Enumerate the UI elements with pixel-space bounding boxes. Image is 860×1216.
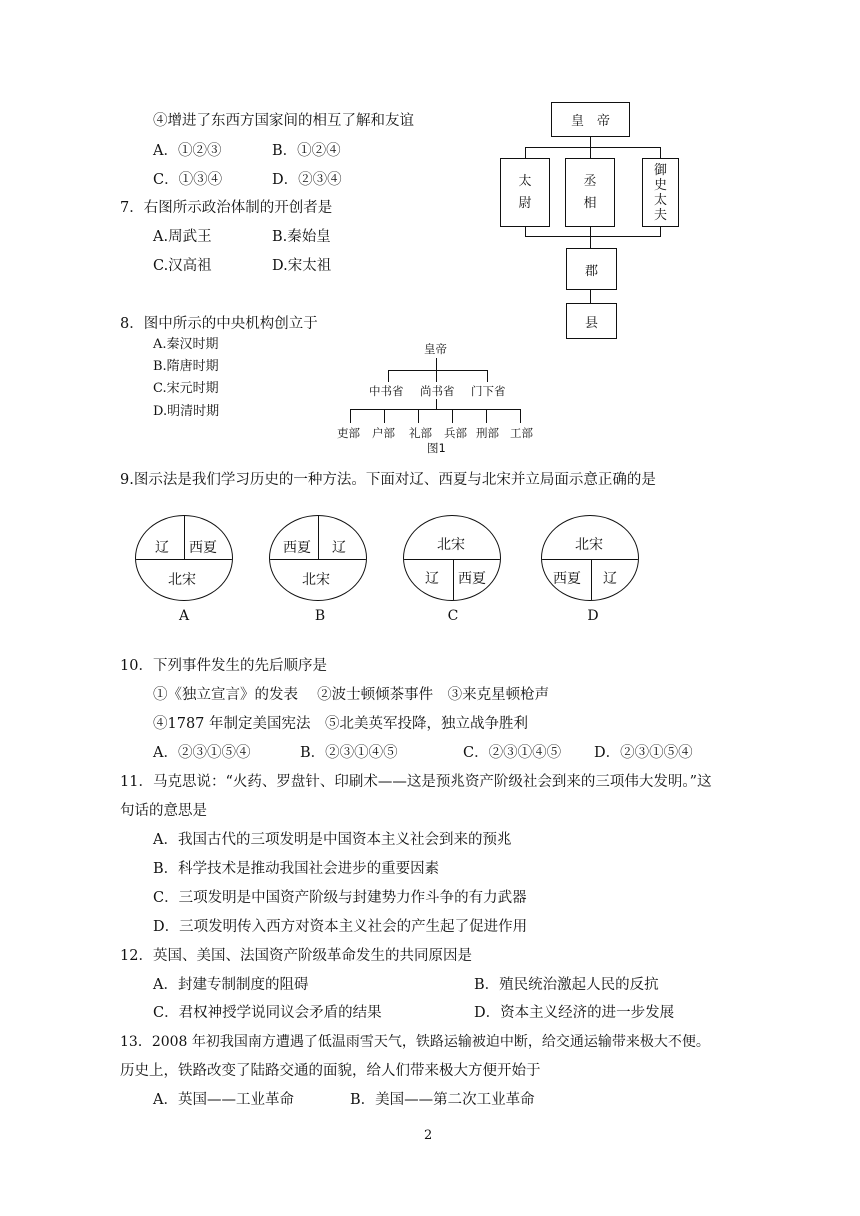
q12-option-d: D．资本主义经济的进一步发展 <box>474 1005 675 1021</box>
chengxiang-box: 丞 相 <box>565 158 615 227</box>
connector <box>388 370 488 371</box>
q11-stem-line2: 句话的意思是 <box>120 803 207 819</box>
connector <box>590 137 591 147</box>
connector <box>590 147 591 158</box>
q7-option-b: B.秦始皇 <box>272 229 331 245</box>
taiwei-box: 太 尉 <box>500 158 550 227</box>
q8-stem: 8．图中所示的中央机构创立于 <box>120 316 318 332</box>
label-xixia: 西夏 <box>283 540 311 556</box>
q10-line1: ①《独立宣言》的发表 ②波士顿倾茶事件 ③来克星顿枪声 <box>153 687 550 703</box>
q8-option-b: B.隋唐时期 <box>153 359 219 374</box>
q13-option-b: B．美国——第二次工业革命 <box>350 1092 535 1108</box>
connector <box>436 370 437 382</box>
label-liao: 辽 <box>425 571 439 587</box>
q6-option-a: A．①②③ <box>153 143 222 159</box>
connector <box>525 147 661 148</box>
fig1-hubu: 户部 <box>372 426 395 440</box>
connector <box>590 236 591 248</box>
connector <box>525 227 526 236</box>
q6-option-c: C．①③④ <box>153 172 223 188</box>
connector <box>350 409 351 423</box>
q12-option-a: A．封建专制制度的阻碍 <box>153 977 309 993</box>
emperor-box: 皇 帝 <box>551 102 630 137</box>
q11-option-c: C．三项发明是中国资产阶级与封建势力作斗争的有力武器 <box>153 890 527 906</box>
q11-option-a: A．我国古代的三项发明是中国资本主义社会到来的预兆 <box>153 832 512 848</box>
q9-diagram-d <box>541 515 639 601</box>
page-number: 2 <box>424 1128 433 1143</box>
q10-option-c: C．②③①④⑤ <box>463 745 562 761</box>
label-beisong: 北宋 <box>437 537 465 553</box>
label-beisong: 北宋 <box>302 572 330 588</box>
fig1-gongbu: 工部 <box>510 426 533 440</box>
fig1-menxia: 门下省 <box>471 384 506 398</box>
fig1-caption: 图1 <box>427 441 446 455</box>
q8-option-c: C.宋元时期 <box>153 381 219 396</box>
q8-option-a: A.秦汉时期 <box>153 337 219 352</box>
connector <box>436 399 437 409</box>
label-beisong: 北宋 <box>575 537 603 553</box>
label-liao: 辽 <box>155 540 169 556</box>
connector <box>436 358 437 370</box>
label-xixia: 西夏 <box>458 571 486 587</box>
fig1-zhongshu: 中书省 <box>369 384 404 398</box>
q12-option-c: C．君权神授学说同议会矛盾的结果 <box>153 1005 382 1021</box>
q6-option-d: D．②③④ <box>272 172 342 188</box>
q9-stem: 9.图示法是我们学习历史的一种方法。下面对辽、西夏与北宋并立局面示意正确的是 <box>120 472 656 488</box>
q7-option-d: D.宋太祖 <box>272 258 332 274</box>
q9-diagram-a <box>135 515 233 601</box>
connector <box>525 147 526 158</box>
connector <box>486 409 487 423</box>
connector <box>590 227 591 236</box>
fig1-bingbu: 兵部 <box>444 426 467 440</box>
label-beisong: 北宋 <box>168 572 196 588</box>
q7-option-c: C.汉高祖 <box>153 258 212 274</box>
q7-stem: 7．右图所示政治体制的开创者是 <box>120 200 333 216</box>
connector <box>384 409 385 423</box>
q10-stem: 10．下列事件发生的先后顺序是 <box>120 658 327 674</box>
q7-option-a: A.周武王 <box>153 229 212 245</box>
connector <box>660 147 661 158</box>
fig1-shangshu: 尚书省 <box>420 384 455 398</box>
q9-label-b: B <box>314 608 326 624</box>
connector <box>520 409 521 423</box>
q6-option-b: B．①②④ <box>272 143 341 159</box>
label-xixia: 西夏 <box>553 571 581 587</box>
q10-option-a: A．②③①⑤④ <box>153 745 251 761</box>
connector <box>388 370 389 382</box>
fig1-xingbu: 刑部 <box>476 426 499 440</box>
q12-option-b: B．殖民统治激起人民的反抗 <box>474 977 659 993</box>
q10-option-b: B．②③①④⑤ <box>300 745 398 761</box>
q10-line2: ④1787 年制定美国宪法 ⑤北美英军投降，独立战争胜利 <box>153 716 529 732</box>
fig1-emperor: 皇帝 <box>424 342 447 356</box>
q13-option-a: A．英国——工业革命 <box>153 1092 294 1108</box>
q13-stem-line2: 历史上，铁路改变了陆路交通的面貌，给人们带来极大方便开始于 <box>120 1063 541 1079</box>
q11-option-b: B．科学技术是推动我国社会进步的重要因素 <box>153 861 440 877</box>
label-xixia: 西夏 <box>189 540 217 556</box>
q8-option-d: D.明清时期 <box>153 404 220 419</box>
q13-stem-line1: 13．2008 年初我国南方遭遇了低温雨雪天气，铁路运输被迫中断，给交通运输带来极大不便。 <box>120 1034 710 1050</box>
q11-option-d: D．三项发明传入西方对资本主义社会的产生起了促进作用 <box>153 919 528 935</box>
jun-box: 郡 <box>566 248 617 290</box>
q9-label-c: C <box>447 608 459 624</box>
fig1-libu2: 礼部 <box>409 426 432 440</box>
q9-label-d: D <box>587 608 599 624</box>
connector <box>660 227 661 236</box>
q9-diagram-c <box>403 515 501 601</box>
xian-box: 县 <box>566 303 617 339</box>
connector <box>350 409 520 410</box>
yushi-box: 御 史 太 夫 <box>642 158 679 227</box>
q9-label-a: A <box>178 608 190 624</box>
q12-stem: 12．英国、美国、法国资产阶级革命发生的共同原因是 <box>120 948 472 964</box>
q9-diagram-b <box>269 515 367 601</box>
q6-item4: ④增进了东西方国家间的相互了解和友谊 <box>153 113 414 129</box>
label-liao: 辽 <box>603 571 617 587</box>
connector <box>452 409 453 423</box>
connector <box>590 290 591 303</box>
label-liao: 辽 <box>332 540 346 556</box>
connector <box>487 370 488 382</box>
connector <box>525 236 661 237</box>
connector <box>418 409 419 423</box>
q10-option-d: D．②③①⑤④ <box>594 745 693 761</box>
fig1-libu: 吏部 <box>337 426 360 440</box>
q11-stem-line1: 11．马克思说：“火药、罗盘针、印刷术——这是预兆资产阶级社会到来的三项伟大发明。”这 <box>120 774 712 790</box>
